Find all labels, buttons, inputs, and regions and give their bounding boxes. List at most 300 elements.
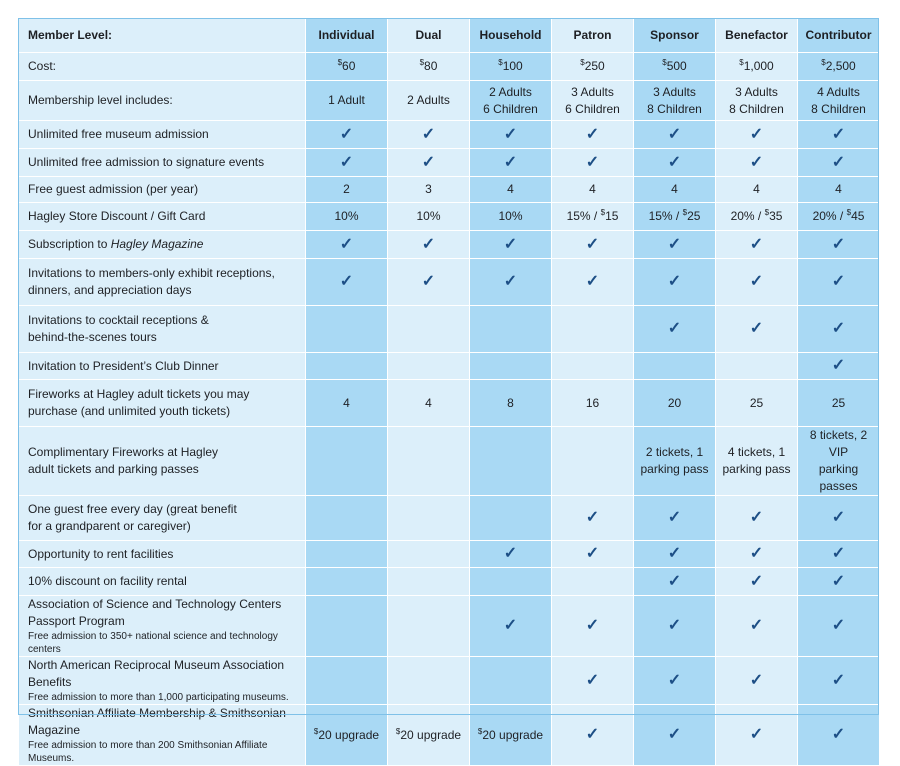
check-icon: ✓	[749, 545, 764, 562]
check-icon: ✓	[749, 235, 764, 253]
cell-dual	[388, 203, 470, 231]
cell-contributor	[798, 231, 880, 259]
cell-benefactor	[716, 231, 798, 259]
cell-text: 4	[671, 182, 678, 196]
cell-text: 8	[507, 395, 514, 410]
cell-individual	[306, 496, 388, 541]
cell-text: 4	[425, 395, 432, 410]
row-label-text: 10% discount on facility rental	[28, 574, 187, 588]
cell-benefactor	[716, 541, 798, 568]
table-row	[19, 496, 880, 541]
cell-contributor	[798, 568, 880, 596]
row-label-text: Opportunity to rent facilities	[28, 546, 174, 561]
level-header-contributor: Contributor	[798, 19, 880, 53]
table-row	[19, 705, 880, 766]
cell-text-line2: 8 Children	[811, 101, 866, 116]
cell-sponsor	[634, 353, 716, 380]
cell-patron	[552, 259, 634, 306]
check-icon: ✓	[339, 153, 354, 171]
cell-patron	[552, 541, 634, 568]
check-icon: ✓	[831, 320, 846, 337]
cell-individual	[306, 427, 388, 496]
dollar-sign: $	[600, 208, 606, 217]
cell-contributor	[798, 121, 880, 149]
row-label-text-line2: adult tickets and parking passes	[28, 462, 199, 476]
check-icon: ✓	[831, 617, 846, 634]
cell-household	[470, 657, 552, 705]
cell-sponsor	[634, 568, 716, 596]
check-icon: ✓	[585, 617, 600, 634]
row-label-text: Complimentary Fireworks at Hagley	[28, 445, 219, 459]
row-label-subtext: Free admission to more than 200 Smithsonian Affiliate Museums.	[28, 740, 268, 764]
check-icon: ✓	[585, 273, 600, 290]
table-row	[19, 596, 880, 657]
cell-text: 4	[343, 395, 350, 410]
check-icon: ✓	[831, 572, 846, 590]
cell-benefactor	[716, 705, 798, 766]
cell-text: 4 tickets, 1	[727, 445, 786, 459]
check-icon: ✓	[503, 235, 518, 253]
cell-sponsor	[634, 231, 716, 259]
check-icon: ✓	[831, 235, 846, 253]
row-label	[19, 596, 306, 657]
cell-text: 1 Adult	[328, 93, 365, 107]
cell-amount: 25	[687, 209, 701, 223]
row-label-text: Cost:	[28, 59, 57, 73]
cell-benefactor	[716, 203, 798, 231]
cell-patron	[552, 427, 634, 496]
cell-text: 2	[343, 182, 350, 196]
check-icon: ✓	[585, 726, 600, 743]
check-icon: ✓	[503, 545, 518, 562]
cell-individual	[306, 121, 388, 149]
table-row	[19, 657, 880, 705]
check-icon: ✓	[749, 671, 764, 689]
cell-amount: 35	[769, 209, 783, 223]
cell-household	[470, 203, 552, 231]
cell-benefactor	[716, 568, 798, 596]
cell-household	[470, 541, 552, 568]
cell-text: 60	[342, 59, 356, 73]
cell-text: 4	[589, 182, 596, 196]
cell-text: 4	[753, 182, 760, 196]
cell-sponsor	[634, 121, 716, 149]
cell-household	[470, 705, 552, 766]
table-row	[19, 259, 880, 306]
row-label	[19, 705, 306, 766]
check-icon: ✓	[585, 235, 600, 253]
cell-dual	[388, 568, 470, 596]
cell-household	[470, 568, 552, 596]
cell-text: 20 upgrade	[400, 727, 462, 742]
cell-individual	[306, 541, 388, 568]
row-label-text: Invitation to President’s Club Dinner	[28, 358, 219, 373]
cell-text: 80	[424, 59, 438, 73]
dollar-sign: $	[739, 58, 744, 67]
cell-text: 4 Adults	[817, 84, 860, 99]
cell-contributor	[798, 596, 880, 657]
cell-contributor	[798, 203, 880, 231]
cell-text: 3 Adults	[571, 84, 614, 99]
check-icon: ✓	[667, 153, 682, 171]
cell-individual	[306, 81, 388, 121]
cell-benefactor	[716, 306, 798, 353]
cell-dual	[388, 353, 470, 380]
check-icon: ✓	[831, 153, 846, 171]
dollar-sign: $	[498, 58, 503, 67]
check-icon: ✓	[503, 153, 518, 171]
check-icon: ✓	[667, 671, 682, 689]
check-icon: ✓	[421, 235, 436, 253]
row-label-text: Free guest admission (per year)	[28, 182, 199, 196]
check-icon: ✓	[503, 273, 518, 290]
cell-text: 10%	[498, 209, 523, 223]
row-label-text: Association of Science and Technology Centers Passport Program	[28, 597, 282, 628]
cell-benefactor	[716, 121, 798, 149]
row-label	[19, 541, 306, 568]
cell-benefactor	[716, 427, 798, 496]
cell-dual	[388, 177, 470, 203]
dollar-sign: $	[419, 58, 425, 67]
check-icon: ✓	[831, 509, 846, 526]
cell-text: 2,500	[825, 59, 856, 73]
row-label-text: One guest free every day (great benefit	[28, 502, 237, 516]
cell-household	[470, 177, 552, 203]
cell-dual	[388, 657, 470, 705]
check-icon: ✓	[749, 273, 764, 290]
check-icon: ✓	[667, 572, 682, 590]
cell-text-line2: 6 Children	[483, 101, 538, 116]
cell-household	[470, 427, 552, 496]
row-label	[19, 427, 306, 496]
cell-individual	[306, 596, 388, 657]
check-icon: ✓	[667, 273, 682, 290]
table-body	[19, 53, 880, 766]
cell-contributor	[798, 259, 880, 306]
cell-text: 10%	[334, 209, 359, 223]
row-label-subtext: Free admission to 350+ national science and technology centers	[28, 631, 278, 655]
table-row	[19, 568, 880, 596]
cell-contributor	[798, 705, 880, 766]
member-level-header: Member Level:	[19, 19, 306, 53]
dollar-sign: $	[662, 58, 667, 67]
check-icon: ✓	[749, 320, 764, 337]
dollar-sign: $	[682, 208, 688, 217]
check-icon: ✓	[749, 153, 764, 171]
check-icon: ✓	[339, 125, 354, 143]
level-header-household: Household	[470, 19, 552, 53]
cell-patron	[552, 568, 634, 596]
check-icon: ✓	[421, 125, 436, 143]
cell-household	[470, 149, 552, 177]
check-icon: ✓	[585, 545, 600, 562]
cell-text: 20% /	[812, 209, 847, 223]
check-icon: ✓	[831, 671, 846, 689]
cell-benefactor	[716, 149, 798, 177]
check-icon: ✓	[503, 125, 518, 143]
table-row	[19, 541, 880, 568]
row-label-text-line2: behind-the-scenes tours	[28, 330, 157, 344]
cell-text: 3 Adults	[735, 84, 778, 99]
cell-sponsor	[634, 53, 716, 81]
row-label	[19, 231, 306, 259]
cell-patron	[552, 149, 634, 177]
table-row	[19, 353, 880, 380]
check-icon: ✓	[831, 125, 846, 143]
cell-text: 4	[507, 182, 514, 196]
membership-levels-table	[18, 18, 880, 766]
cell-contributor	[798, 541, 880, 568]
cell-sponsor	[634, 81, 716, 121]
cell-contributor	[798, 306, 880, 353]
table-row	[19, 231, 880, 259]
cell-text: 2 Adults	[489, 84, 532, 99]
dollar-sign: $	[395, 726, 401, 736]
cell-patron	[552, 353, 634, 380]
cell-individual	[306, 705, 388, 766]
cell-contributor	[798, 427, 880, 496]
row-label	[19, 177, 306, 203]
check-icon: ✓	[831, 357, 846, 374]
check-icon: ✓	[667, 125, 682, 143]
level-header-benefactor: Benefactor	[716, 19, 798, 53]
cell-benefactor	[716, 177, 798, 203]
table-row	[19, 203, 880, 231]
cell-individual	[306, 53, 388, 81]
row-label	[19, 353, 306, 380]
check-icon: ✓	[667, 509, 682, 526]
table-row	[19, 121, 880, 149]
cell-household	[470, 259, 552, 306]
row-label	[19, 81, 306, 121]
dollar-sign: $	[477, 726, 483, 736]
cell-patron	[552, 53, 634, 81]
cell-text-line2: 8 Children	[647, 101, 702, 116]
check-icon: ✓	[585, 153, 600, 171]
cell-sponsor	[634, 380, 716, 427]
cell-text: 15% /	[566, 209, 601, 223]
table-row	[19, 81, 880, 121]
check-icon: ✓	[339, 235, 354, 253]
cell-patron	[552, 380, 634, 427]
cell-sponsor	[634, 596, 716, 657]
row-label-text-line2: for a grandparent or caregiver)	[28, 519, 191, 533]
cell-household	[470, 496, 552, 541]
cell-text-line2: 6 Children	[565, 101, 620, 116]
level-header-patron: Patron	[552, 19, 634, 53]
cell-sponsor	[634, 705, 716, 766]
cell-sponsor	[634, 496, 716, 541]
cell-dual	[388, 541, 470, 568]
cell-individual	[306, 259, 388, 306]
table-row	[19, 177, 880, 203]
cell-sponsor	[634, 177, 716, 203]
cell-sponsor	[634, 259, 716, 306]
cell-text: 250	[584, 59, 605, 73]
check-icon: ✓	[503, 617, 518, 634]
dollar-sign: $	[580, 58, 585, 67]
row-label-subtext: Free admission to more than 1,000 participating museums.	[28, 692, 289, 703]
check-icon: ✓	[831, 545, 846, 562]
row-label-text: Invitations to members-only exhibit receptions,	[28, 266, 275, 280]
magazine-title: Hagley Magazine	[110, 237, 204, 251]
cell-dual	[388, 121, 470, 149]
cell-individual	[306, 306, 388, 353]
cell-patron	[552, 596, 634, 657]
cell-text-line2: 8 Children	[729, 101, 784, 116]
row-label-text: North American Reciprocal Museum Association Benefits	[28, 658, 285, 689]
cell-household	[470, 121, 552, 149]
cell-patron	[552, 203, 634, 231]
cell-patron	[552, 81, 634, 121]
row-label-text: Fireworks at Hagley adult tickets you may	[28, 387, 250, 401]
check-icon: ✓	[749, 125, 764, 143]
cell-text: 20 upgrade	[482, 727, 544, 742]
row-label	[19, 259, 306, 306]
cell-patron	[552, 496, 634, 541]
cell-benefactor	[716, 353, 798, 380]
check-icon: ✓	[585, 509, 600, 526]
cell-patron	[552, 705, 634, 766]
cell-text: 100	[502, 59, 523, 73]
cell-benefactor	[716, 657, 798, 705]
cell-text: 500	[666, 59, 687, 73]
table-row	[19, 427, 880, 496]
check-icon: ✓	[339, 273, 354, 290]
cell-individual	[306, 149, 388, 177]
row-label	[19, 306, 306, 353]
cell-text: 16	[585, 395, 600, 410]
row-label-text: Subscription to	[28, 237, 111, 251]
cell-text-line2: parking passes	[818, 462, 859, 493]
row-label-text: Invitations to cocktail receptions &	[28, 313, 209, 327]
cell-benefactor	[716, 496, 798, 541]
cell-household	[470, 53, 552, 81]
cell-text: 3 Adults	[653, 84, 696, 99]
cell-dual	[388, 81, 470, 121]
cell-text: 4	[835, 182, 842, 196]
cell-contributor	[798, 657, 880, 705]
dollar-sign: $	[764, 208, 770, 217]
cell-dual	[388, 306, 470, 353]
check-icon: ✓	[667, 726, 682, 743]
cell-patron	[552, 177, 634, 203]
row-label	[19, 53, 306, 81]
cell-individual	[306, 380, 388, 427]
row-label	[19, 121, 306, 149]
cell-contributor	[798, 380, 880, 427]
cell-individual	[306, 177, 388, 203]
table-row	[19, 53, 880, 81]
check-icon: ✓	[749, 726, 764, 743]
cell-individual	[306, 353, 388, 380]
cell-dual	[388, 705, 470, 766]
cell-household	[470, 380, 552, 427]
table-row	[19, 306, 880, 353]
cell-dual	[388, 149, 470, 177]
cell-patron	[552, 231, 634, 259]
check-icon: ✓	[585, 671, 600, 689]
cell-individual	[306, 568, 388, 596]
table-header-row	[19, 19, 880, 53]
cell-contributor	[798, 149, 880, 177]
cell-individual	[306, 231, 388, 259]
cell-patron	[552, 306, 634, 353]
cell-benefactor	[716, 259, 798, 306]
row-label-text: Unlimited free museum admission	[28, 127, 209, 141]
cell-amount: 15	[605, 209, 619, 223]
check-icon: ✓	[749, 509, 764, 526]
check-icon: ✓	[667, 617, 682, 634]
cell-text: 20% /	[730, 209, 765, 223]
row-label-text: Smithsonian Affiliate Membership & Smithsonian Magazine	[28, 706, 286, 737]
check-icon: ✓	[421, 273, 436, 290]
cell-text-line2: parking pass	[722, 462, 791, 476]
cell-household	[470, 81, 552, 121]
cell-individual	[306, 657, 388, 705]
cell-sponsor	[634, 149, 716, 177]
cell-sponsor	[634, 306, 716, 353]
dollar-sign: $	[313, 726, 319, 736]
dollar-sign: $	[821, 58, 826, 67]
cell-sponsor	[634, 203, 716, 231]
cell-patron	[552, 121, 634, 149]
cell-contributor	[798, 53, 880, 81]
cell-patron	[552, 657, 634, 705]
row-label	[19, 496, 306, 541]
cell-text: 25	[749, 395, 764, 410]
cell-household	[470, 231, 552, 259]
row-label	[19, 380, 306, 427]
check-icon: ✓	[667, 320, 682, 337]
cell-contributor	[798, 496, 880, 541]
cell-contributor	[798, 81, 880, 121]
cell-contributor	[798, 353, 880, 380]
cell-benefactor	[716, 81, 798, 121]
check-icon: ✓	[421, 153, 436, 171]
cell-household	[470, 353, 552, 380]
row-label-text-line2: purchase (and unlimited youth tickets)	[28, 404, 231, 418]
check-icon: ✓	[831, 726, 846, 743]
cell-dual	[388, 53, 470, 81]
check-icon: ✓	[749, 572, 764, 590]
check-icon: ✓	[667, 545, 682, 562]
cell-dual	[388, 427, 470, 496]
cell-benefactor	[716, 380, 798, 427]
cell-individual	[306, 203, 388, 231]
cell-contributor	[798, 177, 880, 203]
check-icon: ✓	[749, 617, 764, 634]
dollar-sign: $	[337, 58, 343, 67]
cell-text: 20 upgrade	[318, 727, 380, 742]
cell-household	[470, 596, 552, 657]
cell-text: 1,000	[743, 59, 774, 73]
row-label	[19, 657, 306, 705]
row-label	[19, 149, 306, 177]
cell-text: 15% /	[648, 209, 683, 223]
cell-benefactor	[716, 596, 798, 657]
level-header-individual: Individual	[306, 19, 388, 53]
row-label	[19, 568, 306, 596]
cell-sponsor	[634, 657, 716, 705]
cell-household	[470, 306, 552, 353]
cell-text-line2: parking pass	[640, 462, 709, 476]
cell-text: 3	[425, 182, 432, 196]
cell-dual	[388, 380, 470, 427]
dollar-sign: $	[846, 208, 852, 217]
cell-text: 20	[667, 395, 682, 410]
cell-dual	[388, 259, 470, 306]
